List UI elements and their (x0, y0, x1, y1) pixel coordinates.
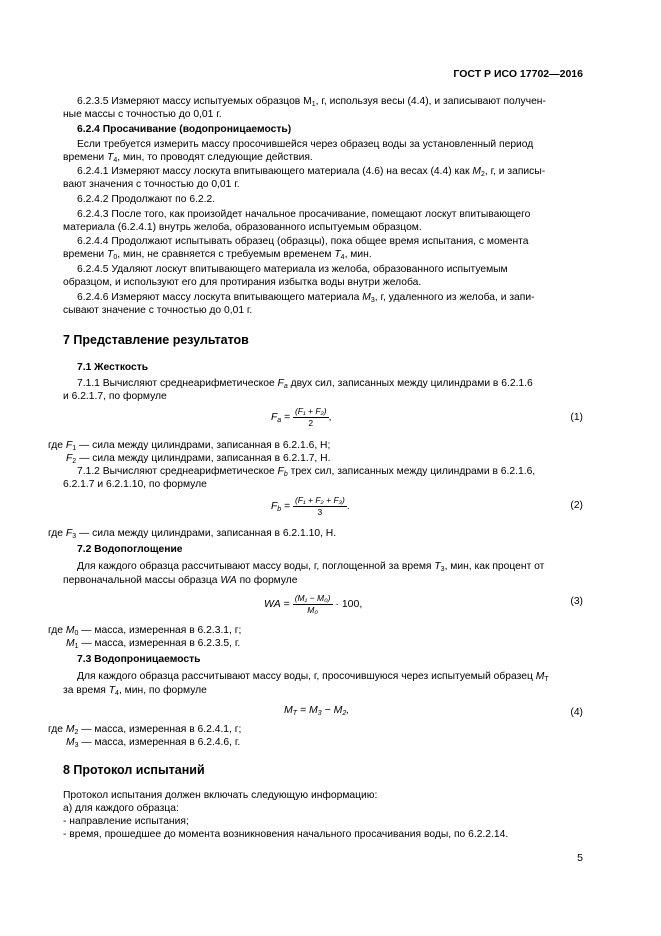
text: , мин, не сравняется с требуемым временем (117, 249, 335, 260)
para-6-2-4-5-line2: образцом, и используют его для протирания избытка воды внутри желоба. (63, 277, 422, 288)
subscript: 0 (113, 254, 118, 261)
subscript: 1 (72, 445, 77, 452)
numerator: (F₁ + F₂) (294, 405, 327, 416)
para-6-2-4-6-line1 (77, 292, 535, 304)
para-7-1-1-line1 (77, 378, 533, 390)
para-7-2-line2 (63, 575, 298, 587)
text: — масса, измеренная в 6.2.3.1, г; (78, 625, 242, 636)
fraction (293, 407, 329, 428)
var: T (107, 152, 114, 163)
equation-1-number: (1) (570, 412, 583, 423)
where-m2 (48, 724, 241, 736)
para-6-2-4-3-line2: материала (6.2.4.1) внутрь желоба, образованного испытуемым образцом. (63, 222, 422, 233)
denominator: M₀ (307, 604, 318, 615)
text: 7.1.2 Вычисляют среднеарифметическое (77, 466, 278, 477)
var: F (271, 412, 278, 423)
heading-6-2-4: 6.2.4 Просачивание (водопроницаемость) (77, 124, 292, 135)
text: , мин, по формуле (118, 685, 207, 696)
text: , (346, 704, 350, 716)
subscript: a (277, 417, 282, 424)
subscript: 3 (440, 566, 445, 573)
text: — масса, измеренная в 6.2.4.1, г; (78, 724, 242, 735)
var: T (107, 249, 114, 260)
var: F (65, 528, 73, 539)
var: M (65, 625, 75, 636)
para-6-2-4-6-line2: сывают значение с точностью до 0,01 г. (63, 305, 253, 316)
text: — масса, измеренная в 6.2.3.5, г. (78, 638, 241, 649)
var: F (66, 453, 73, 464)
para-6-2-4-4-line2 (63, 249, 372, 261)
fraction (293, 496, 347, 517)
numerator: (M₁ − M₀) (294, 592, 331, 603)
subscript: 4 (115, 690, 119, 697)
text: — масса, измеренная в 6.2.4.6, г. (78, 737, 241, 748)
var: WA (220, 575, 237, 586)
subscript: 1 (311, 101, 316, 108)
fraction (293, 594, 333, 615)
subscript: 4 (113, 157, 118, 164)
page-number: 5 (577, 852, 583, 864)
subscript: 3 (317, 710, 322, 717)
var: M (66, 737, 75, 748)
denominator: 3 (317, 506, 323, 517)
subscript: 2 (74, 729, 79, 736)
subscript: b (277, 506, 282, 513)
subscript: 0 (74, 630, 79, 637)
para-6-2-3-5-line2: ные массы с точностью до 0,01 г. (63, 109, 222, 120)
subscript: 1 (74, 643, 79, 650)
text: где (48, 724, 66, 735)
text: . (346, 501, 350, 512)
where-m1 (66, 638, 240, 650)
var: F (65, 440, 73, 451)
var: F (277, 466, 284, 477)
text: , (328, 412, 332, 423)
heading-7-3: 7.3 Водопроницаемость (77, 654, 201, 665)
heading-section-7: 7 Представление результатов (63, 333, 249, 347)
equation-4-number: (4) (570, 707, 583, 718)
text: — сила между цилиндрами, записанная в 6.2.1.10, Н. (76, 528, 337, 539)
list-item-direction: - направление испытания; (63, 816, 189, 827)
text: где (48, 625, 66, 636)
text: = (281, 412, 291, 423)
para-6-2-3-5-line1 (77, 96, 546, 108)
subscript: 4 (340, 254, 345, 261)
text: 7.1.1 Вычисляют среднеарифметическое (77, 378, 278, 389)
text: = (281, 501, 291, 512)
text: 6.2.3.5 Измеряют массу испытуемых образцов M (77, 96, 312, 107)
subscript: b (283, 471, 288, 478)
para-6-2-4-4-line1: 6.2.4.4 Продолжают испытывать образец (образцы), пока общее время испытания, с момента (77, 236, 529, 247)
text: — сила между цилиндрами, записанная в 6.2.1.6, Н; (76, 440, 331, 451)
text: , мин, как процент от (444, 561, 545, 572)
text: где (48, 528, 66, 539)
text: · 100, (332, 598, 363, 610)
text: двух сил, записанных между цилиндрами в 6.2.1.6 (287, 378, 533, 389)
list-item-time: - время, прошедшее до момента возникновения начального просачивания воды, по 6.2.2.14. (63, 829, 509, 840)
subscript: 2 (72, 458, 77, 465)
var: M (362, 292, 371, 303)
para-7-1-2-line1 (77, 466, 535, 478)
text: Для каждого образца рассчитывают массу воды, г, просочившуюся через испытуемый образец (77, 671, 536, 682)
subscript: T (292, 710, 298, 717)
text: где (48, 440, 66, 451)
subscript: 2 (342, 710, 347, 717)
equation-2-number: (2) (570, 500, 583, 511)
text: = M (297, 704, 318, 716)
document-header-id: ГОСТ Р ИСО 17702—2016 (453, 68, 583, 80)
text: 6.2.4.1 Измеряют массу лоскута впитывающего материала (4.6) на весах (4.4) как (77, 166, 473, 177)
text: времени (63, 152, 108, 163)
subscript: 3 (72, 533, 77, 540)
var: F (277, 378, 284, 389)
var: T (334, 249, 341, 260)
para-7-3-line2 (63, 685, 207, 697)
text: = (280, 598, 290, 610)
var: WA (264, 598, 281, 610)
text: , мин. (344, 249, 372, 260)
subscript: T (544, 676, 549, 683)
text: , г, используя весы (4.4), и записывают получен- (315, 96, 546, 107)
para-6-2-4-5-line1: 6.2.4.5 Удаляют лоскут впитывающего материала из желоба, образованного испытуемым (77, 264, 508, 275)
var: M (65, 724, 75, 735)
where-f1 (48, 440, 330, 452)
para-8-intro: Протокол испытания должен включать следующую информацию: (63, 790, 378, 801)
var: F (271, 501, 278, 512)
para-6-2-4-2: 6.2.4.2 Продолжают по 6.2.2. (77, 194, 216, 205)
where-m3 (66, 737, 240, 749)
subscript: a (283, 383, 288, 390)
equation-3-number: (3) (570, 596, 583, 607)
text: трех сил, записанных между цилиндрами в 6.2.1.6, (287, 466, 536, 477)
equation-1 (271, 405, 331, 431)
denominator: 2 (308, 417, 314, 428)
para-6-2-4-line1: Если требуется измерить массу просочившейся через образец воды за установленный период (77, 139, 534, 150)
var: T (434, 561, 441, 572)
text: за время (63, 685, 109, 696)
text: времени (63, 249, 108, 260)
text: , г, удаленного из желоба, и запи- (374, 292, 535, 303)
where-m0 (48, 625, 241, 637)
para-7-2-line1 (77, 561, 544, 573)
text: 6.2.4.6 Измеряют массу лоскута впитывающего материала (77, 292, 363, 303)
heading-7-1: 7.1 Жесткость (77, 362, 149, 373)
para-6-2-4-line2 (63, 152, 313, 164)
list-item-a: а) для каждого образца: (63, 803, 179, 814)
text: , г, и записы- (484, 166, 546, 177)
heading-7-2: 7.2 Водопоглощение (77, 544, 183, 555)
heading-section-8: 8 Протокол испытаний (63, 763, 205, 777)
var: T (108, 685, 116, 696)
para-6-2-4-3-line1: 6.2.4.3 После того, как произойдет начальное просачивание, помещают лоскут впитывающего (77, 209, 531, 220)
text: по формуле (236, 575, 298, 586)
numerator: (F₁ + F₂ + F₃) (294, 494, 345, 505)
subscript: 3 (370, 297, 375, 304)
para-7-1-1-line2: и 6.2.1.7, по формуле (63, 391, 167, 402)
para-6-2-4-1-line2: вают значения с точностью до 0,01 г. (63, 179, 240, 190)
text: — сила между цилиндрами, записанная в 6.2.1.7, Н. (76, 453, 331, 464)
subscript: 3 (74, 742, 79, 749)
text: первоначальной массы образца (63, 575, 221, 586)
where-f3 (48, 528, 336, 540)
text: − M (321, 704, 343, 716)
para-7-1-2-line2: 6.2.1.7 и 6.2.1.10, по формуле (63, 479, 207, 490)
equation-3 (264, 591, 362, 617)
text: , мин, то проводят следующие действия. (117, 152, 313, 163)
para-7-3-line1 (77, 671, 549, 683)
text: Для каждого образца рассчитывают массу воды, г, поглощенной за время (77, 561, 435, 572)
where-f2 (66, 453, 330, 465)
equation-4 (284, 704, 349, 716)
subscript: 2 (480, 171, 485, 178)
var: M (284, 704, 293, 716)
var: M (66, 638, 75, 649)
para-6-2-4-1-line1 (77, 166, 545, 178)
var: M (472, 166, 481, 177)
var: M (535, 671, 545, 682)
equation-2 (271, 494, 350, 520)
